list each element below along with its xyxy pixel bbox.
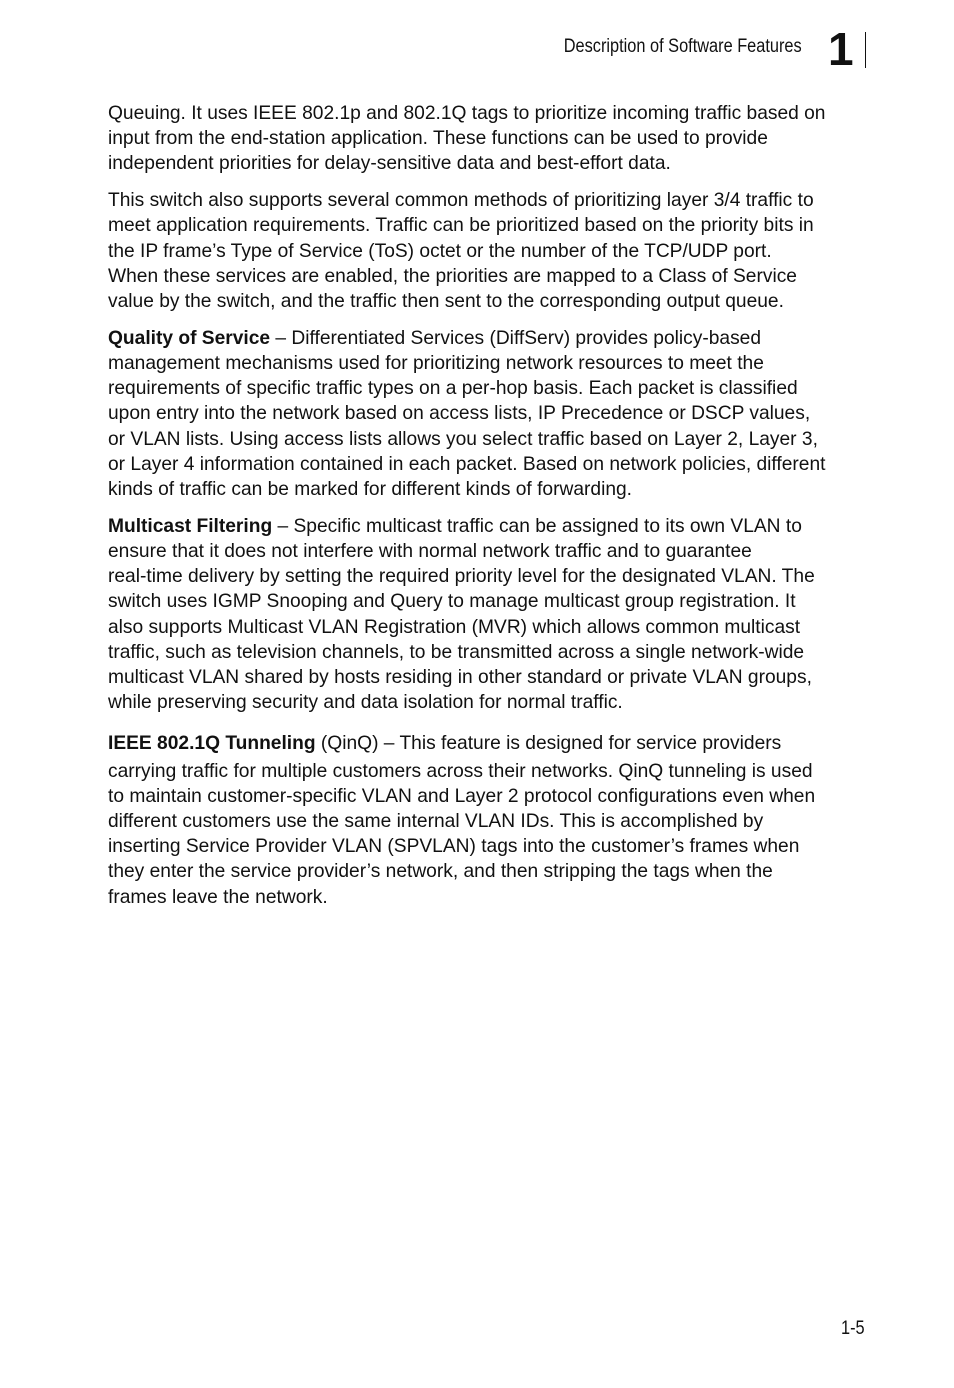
- text-line: requirements of specific traffic types on a per-hop basis. Each packet is classified: [108, 378, 798, 400]
- body-content: [108, 101, 868, 921]
- chapter-marker: [826, 23, 866, 75]
- text-line: kinds of traffic can be marked for different kinds of forwarding.: [108, 479, 633, 501]
- term-heading: Multicast Filtering: [108, 515, 273, 537]
- text-line: the IP frame’s Type of Service (ToS) octet or the number of the TCP/UDP port.: [108, 240, 772, 262]
- running-header-title: Description of Software Features: [564, 36, 802, 57]
- term-heading: Quality of Service: [108, 327, 271, 349]
- paragraph-multicast-filtering: [108, 514, 868, 716]
- text-line: inserting Service Provider VLAN (SPVLAN) tags into the customer’s frames when: [108, 836, 800, 858]
- chapter-number: 1: [828, 23, 854, 75]
- term-description: – Specific multicast traffic can be assigned to its own VLAN to: [272, 515, 802, 537]
- text-line: real-time delivery by setting the required priority level for the designated VLAN. The: [108, 566, 815, 588]
- paragraph-qinq-tunneling: [108, 731, 868, 909]
- text-line: multicast VLAN shared by hosts residing in other standard or private VLAN groups,: [108, 667, 812, 689]
- text-line: different customers use the same internal VLAN IDs. This is accomplished by: [108, 811, 764, 833]
- text-line: [108, 731, 868, 756]
- chapter-divider: [865, 32, 866, 68]
- text-line: while preserving security and data isolation for normal traffic.: [108, 692, 623, 714]
- text-line: value by the switch, and the traffic then sent to the corresponding output queue.: [108, 291, 784, 313]
- term-description: (QinQ) – This feature is designed for service providers: [315, 733, 782, 755]
- text-line: This switch also supports several common methods of prioritizing layer 3/4 traffic to: [108, 190, 814, 212]
- text-line: to maintain customer-specific VLAN and Layer 2 protocol configurations even when: [108, 785, 816, 807]
- paragraph-queuing: [108, 101, 868, 177]
- text-line: upon entry into the network based on access lists, IP Precedence or DSCP values,: [108, 403, 811, 425]
- text-line: traffic, such as television channels, to be transmitted across a single network-wide: [108, 641, 805, 663]
- text-line: frames leave the network.: [108, 886, 328, 908]
- text-line: [108, 514, 868, 539]
- text-line: input from the end-station application. These functions can be used to provide: [108, 128, 768, 150]
- text-line: independent priorities for delay-sensitive data and best-effort data.: [108, 153, 671, 175]
- text-line: or VLAN lists. Using access lists allows you select traffic based on Layer 2, Layer 3,: [108, 428, 818, 450]
- page-number: 1-5: [841, 1318, 865, 1339]
- text-line: or Layer 4 information contained in each packet. Based on network policies, different: [108, 453, 826, 475]
- paragraph-layer34-priority: [108, 188, 868, 314]
- text-line: When these services are enabled, the priorities are mapped to a Class of Service: [108, 265, 797, 287]
- text-line: carrying traffic for multiple customers across their networks. QinQ tunneling is used: [108, 760, 813, 782]
- text-line: [108, 326, 868, 351]
- text-line: management mechanisms used for prioritizing network resources to meet the: [108, 353, 764, 375]
- text-line: they enter the service provider’s network, and then stripping the tags when the: [108, 861, 773, 883]
- paragraph-quality-of-service: [108, 326, 868, 502]
- text-line: ensure that it does not interfere with normal network traffic and to guarantee: [108, 541, 752, 563]
- term-heading: IEEE 802.1Q Tunneling: [108, 733, 316, 755]
- term-description: – Differentiated Services (DiffServ) provides policy-based: [270, 327, 762, 349]
- text-line: meet application requirements. Traffic can be prioritized based on the priority bits in: [108, 215, 814, 237]
- text-line: Queuing. It uses IEEE 802.1p and 802.1Q tags to prioritize incoming traffic based on: [108, 103, 826, 124]
- text-line: switch uses IGMP Snooping and Query to manage multicast group registration. It: [108, 591, 796, 613]
- text-line: also supports Multicast VLAN Registration (MVR) which allows common multicast: [108, 616, 801, 638]
